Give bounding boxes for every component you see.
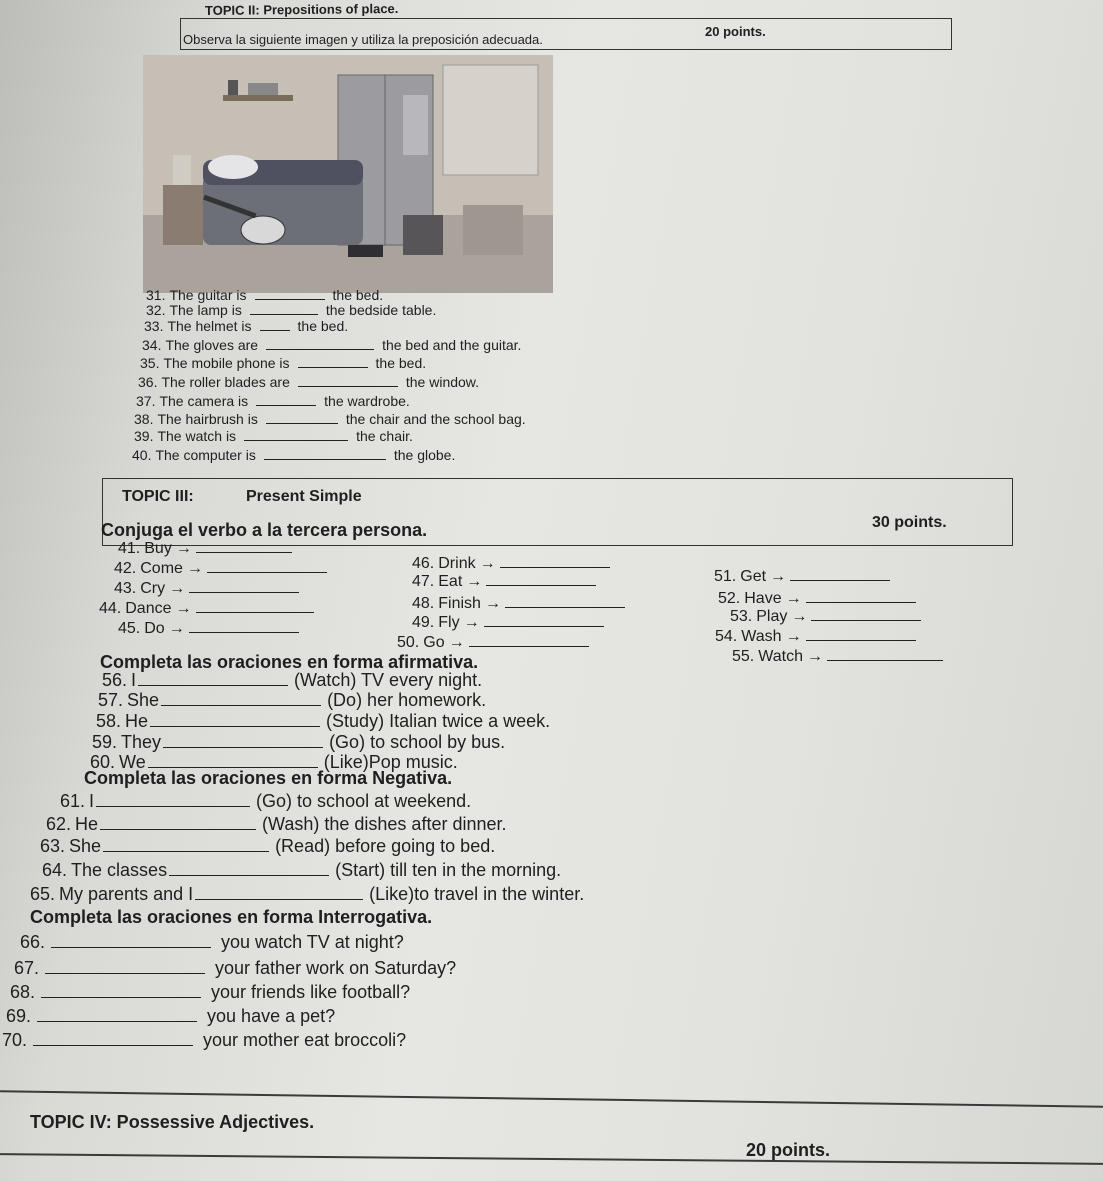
preposition-item [132, 447, 455, 463]
sentence-subject: She [127, 690, 160, 710]
preposition-item [136, 393, 410, 409]
sentence-item [40, 836, 495, 857]
arrow-icon: → [785, 628, 802, 645]
arrow-icon: → [186, 560, 203, 577]
verb-number: 41. [118, 540, 141, 557]
preposition-item [144, 318, 348, 334]
sentence-rest: (Go) to school by bus. [329, 732, 506, 752]
answer-blank[interactable] [811, 608, 921, 621]
item-subject: The watch is [157, 428, 237, 444]
sentence-subject: He [75, 814, 99, 834]
sentence-number: 65. [30, 884, 56, 904]
preposition-item [134, 428, 413, 444]
sentence-rest: (Do) her homework. [327, 690, 487, 710]
item-number: 34. [142, 337, 162, 353]
answer-blank[interactable] [255, 287, 325, 300]
verb-item [732, 648, 943, 666]
verb-base: Get [740, 568, 767, 585]
sentence-rest: you have a pet? [207, 1006, 336, 1026]
answer-blank[interactable] [51, 935, 211, 948]
topic2-title: TOPIC II: Prepositions of place. [204, 0, 399, 19]
sentence-rest: your father work on Saturday? [215, 958, 457, 978]
sentence-number: 69. [6, 1006, 32, 1026]
answer-blank[interactable] [500, 555, 610, 568]
sentence-item [60, 791, 471, 812]
negative-title: Completa las oraciones en forma Negativa. [84, 768, 453, 788]
sentence-item [20, 932, 404, 953]
preposition-item [140, 355, 426, 371]
sentence-item [102, 670, 482, 691]
answer-blank[interactable] [484, 614, 604, 627]
sentence-number: 70. [2, 1030, 28, 1050]
verb-base: Drink [438, 555, 476, 572]
sentence-item [42, 860, 561, 881]
arrow-icon: → [807, 648, 823, 665]
answer-blank[interactable] [256, 393, 316, 406]
sentence-rest: (Start) till ten in the morning. [335, 860, 562, 880]
item-number: 31. [146, 287, 166, 303]
answer-blank[interactable] [486, 573, 596, 586]
item-subject: The mobile phone is [163, 355, 290, 371]
answer-blank[interactable] [469, 634, 589, 647]
verb-number: 49. [412, 614, 435, 631]
verb-base: Buy [144, 540, 172, 557]
answer-blank[interactable] [195, 887, 363, 900]
verb-item [412, 555, 610, 573]
bedroom-illustration [143, 55, 553, 293]
verb-number: 52. [718, 590, 741, 607]
sentence-number: 68. [10, 982, 36, 1002]
verb-base: Go [423, 634, 445, 651]
verb-number: 50. [397, 634, 420, 651]
arrow-icon: → [791, 608, 808, 625]
sentence-rest: (Like)to travel in the winter. [369, 884, 585, 904]
item-number: 32. [146, 302, 166, 318]
verb-base: Have [744, 590, 782, 607]
item-subject: The guitar is [169, 287, 247, 303]
verb-item [412, 573, 596, 591]
interrogative-title: Completa las oraciones en forma Interrogativa. [30, 907, 433, 927]
item-subject: The helmet is [167, 318, 252, 334]
answer-blank[interactable] [189, 580, 299, 593]
sentence-item [96, 711, 550, 732]
sentence-subject: I [131, 670, 137, 690]
answer-blank[interactable] [806, 628, 916, 641]
item-number: 39. [134, 428, 154, 444]
verb-item [118, 540, 292, 558]
topic3-label: TOPIC III: [122, 488, 194, 505]
bedroom-scene [143, 55, 553, 293]
answer-blank[interactable] [790, 568, 890, 581]
answer-blank[interactable] [244, 428, 348, 441]
verb-number: 55. [732, 648, 755, 665]
sentence-rest: (Wash) the dishes after dinner. [262, 814, 507, 834]
sentence-number: 61. [60, 791, 86, 811]
sentence-rest: (Read) before going to bed. [275, 836, 496, 856]
answer-blank[interactable] [298, 355, 368, 368]
verb-item [715, 628, 916, 646]
item-object: the chair and the school bag. [345, 411, 526, 427]
answer-blank[interactable] [266, 411, 338, 424]
verb-item [730, 608, 921, 626]
verb-base: Cry [140, 580, 166, 597]
answer-blank[interactable] [138, 673, 288, 686]
arrow-icon: → [175, 600, 192, 617]
sentence-item [46, 814, 507, 835]
answer-blank[interactable] [207, 560, 327, 573]
topic2-instruction: Observa la siguiente imagen y utiliza la preposición adecuada. [183, 32, 543, 47]
sentence-rest: your mother eat broccoli? [203, 1030, 407, 1050]
item-object: the bed. [297, 318, 349, 334]
sentence-subject: The classes [71, 860, 168, 880]
sentence-number: 56. [102, 670, 128, 690]
answer-blank[interactable] [150, 714, 320, 727]
verb-item [714, 568, 890, 586]
item-object: the bedside table. [325, 302, 437, 318]
sentence-number: 59. [92, 732, 118, 752]
sentence-rest: (Like)Pop music. [323, 752, 458, 772]
sentence-rest: your friends like football? [211, 982, 411, 1002]
item-number: 35. [140, 355, 160, 371]
item-object: the globe. [393, 447, 456, 463]
verb-number: 44. [99, 600, 122, 617]
sentence-subject: We [119, 752, 146, 772]
sentence-subject: My parents and I [59, 884, 194, 904]
item-number: 33. [144, 318, 164, 334]
sentence-item [98, 690, 486, 711]
answer-blank[interactable] [827, 648, 943, 661]
verb-number: 54. [715, 628, 738, 645]
preposition-item [142, 337, 521, 353]
verb-item [99, 600, 314, 618]
conjugate-instruction: Conjuga el verbo a la tercera persona. [101, 520, 428, 540]
verb-base: Play [756, 608, 788, 625]
sentence-item [30, 884, 584, 905]
verb-item [412, 614, 604, 632]
item-subject: The gloves are [165, 337, 259, 353]
answer-blank[interactable] [189, 620, 299, 633]
verb-number: 45. [118, 620, 141, 637]
verb-base: Finish [438, 595, 481, 612]
item-number: 38. [134, 411, 154, 427]
sentence-item [6, 1006, 335, 1027]
sentence-rest: (Watch) TV every night. [294, 670, 483, 690]
item-subject: The camera is [159, 393, 249, 409]
item-subject: The computer is [155, 447, 256, 463]
verb-item [114, 580, 299, 598]
verb-number: 43. [114, 580, 137, 597]
item-number: 36. [138, 374, 158, 390]
answer-blank[interactable] [33, 1033, 193, 1046]
sentence-rest: (Go) to school at weekend. [256, 791, 472, 811]
sentence-subject: I [89, 791, 95, 811]
answer-blank[interactable] [41, 985, 201, 998]
verb-base: Dance [125, 600, 172, 617]
arrow-icon: → [466, 573, 483, 590]
answer-blank[interactable] [148, 755, 318, 768]
preposition-item [134, 411, 526, 427]
item-subject: The roller blades are [161, 374, 290, 390]
item-subject: The lamp is [169, 302, 242, 318]
sentence-item [2, 1030, 406, 1051]
answer-blank[interactable] [196, 540, 292, 553]
item-subject: The hairbrush is [157, 411, 258, 427]
topic3-title: Present Simple [246, 488, 362, 505]
arrow-icon: → [770, 568, 787, 585]
verb-item [412, 595, 625, 613]
arrow-icon: → [168, 620, 185, 637]
verb-number: 42. [114, 560, 137, 577]
sentence-subject: They [121, 732, 162, 752]
answer-blank[interactable] [505, 595, 625, 608]
arrow-icon: → [484, 595, 501, 612]
sentence-item [92, 732, 505, 753]
item-object: the chair. [356, 428, 413, 444]
verb-item [718, 590, 916, 608]
preposition-item [146, 287, 383, 303]
sentence-number: 60. [90, 752, 116, 772]
arrow-icon: → [169, 580, 186, 597]
item-object: the wardrobe. [324, 393, 410, 409]
verb-item [118, 620, 299, 638]
preposition-item [138, 374, 479, 390]
sentence-number: 62. [46, 814, 72, 834]
item-number: 37. [136, 393, 156, 409]
sentence-number: 64. [42, 860, 68, 880]
preposition-item [146, 302, 436, 318]
verb-number: 51. [714, 568, 737, 585]
sentence-rest: you watch TV at night? [221, 932, 404, 952]
sentence-number: 63. [40, 836, 66, 856]
verb-item [397, 634, 589, 652]
answer-blank[interactable] [806, 590, 916, 603]
answer-blank[interactable] [103, 839, 269, 852]
answer-blank[interactable] [266, 337, 374, 350]
verb-number: 48. [412, 595, 435, 612]
sentence-item [10, 982, 410, 1003]
topic2-points: 20 points. [705, 24, 766, 39]
arrow-icon: → [785, 590, 802, 607]
arrow-icon: → [175, 540, 192, 557]
sentence-number: 57. [98, 690, 124, 710]
answer-blank[interactable] [163, 735, 323, 748]
answer-blank[interactable] [96, 794, 250, 807]
arrow-icon: → [463, 614, 480, 631]
answer-blank[interactable] [161, 693, 321, 706]
verb-base: Do [144, 620, 165, 637]
verb-base: Wash [741, 628, 782, 645]
answer-blank[interactable] [264, 447, 386, 460]
verb-number: 47. [412, 573, 435, 590]
verb-number: 46. [412, 555, 435, 572]
verb-base: Watch [758, 648, 803, 665]
verb-base: Eat [438, 573, 463, 590]
item-object: the bed and the guitar. [382, 337, 522, 353]
sentence-item [14, 958, 456, 979]
verb-base: Fly [438, 614, 460, 631]
sentence-rest: (Study) Italian twice a week. [326, 711, 551, 731]
answer-blank[interactable] [250, 302, 318, 315]
answer-blank[interactable] [196, 600, 314, 613]
arrow-icon: → [448, 634, 465, 651]
item-object: the bed. [332, 287, 384, 303]
topic4-title: TOPIC IV: Possessive Adjectives. [30, 1112, 315, 1132]
sentence-subject: She [69, 836, 102, 856]
answer-blank[interactable] [100, 817, 256, 830]
topic3-points: 30 points. [872, 514, 947, 531]
item-object: the bed. [375, 355, 427, 371]
verb-item [114, 560, 327, 578]
answer-blank[interactable] [298, 374, 398, 387]
sentence-number: 66. [20, 932, 46, 952]
answer-blank[interactable] [45, 961, 205, 974]
verb-number: 53. [730, 608, 753, 625]
item-object: the window. [405, 374, 480, 390]
answer-blank[interactable] [37, 1009, 197, 1022]
answer-blank[interactable] [260, 318, 290, 331]
sentence-number: 58. [96, 711, 122, 731]
sentence-number: 67. [14, 958, 40, 978]
affirmative-title: Completa las oraciones en forma afirmativa. [100, 652, 479, 672]
verb-base: Come [140, 560, 183, 577]
topic4-points: 20 points. [746, 1140, 831, 1160]
arrow-icon: → [479, 555, 496, 572]
answer-blank[interactable] [169, 863, 329, 876]
sentence-subject: He [125, 711, 149, 731]
item-number: 40. [132, 447, 152, 463]
